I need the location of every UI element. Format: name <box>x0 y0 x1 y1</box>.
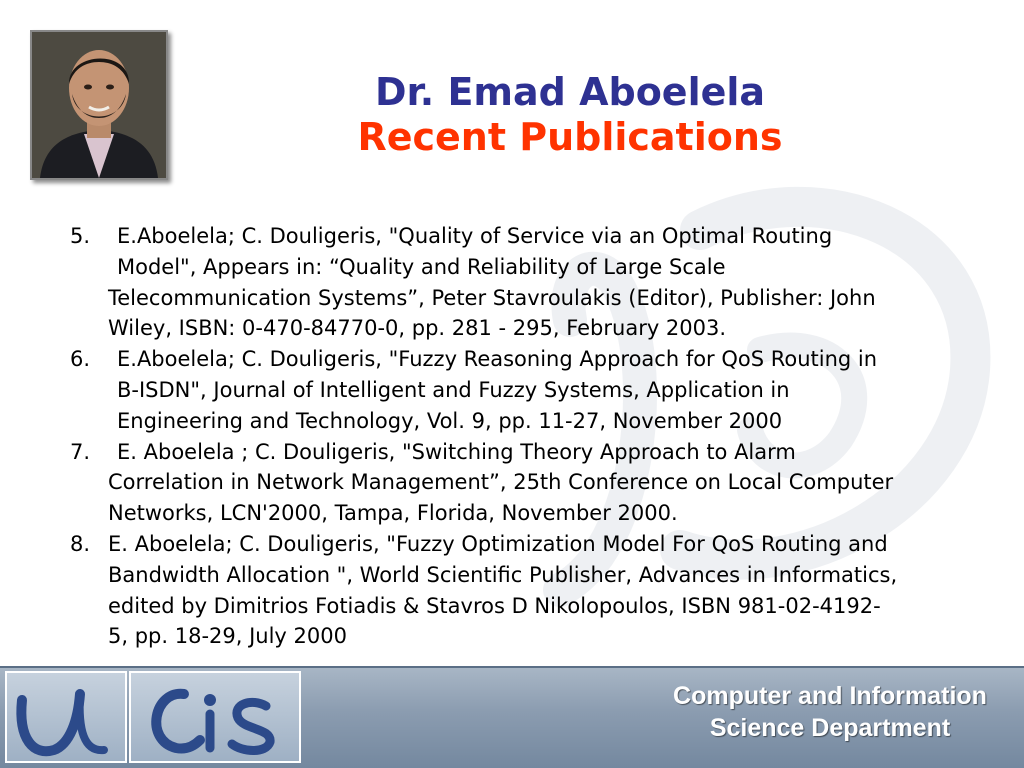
department-name <box>640 680 1020 744</box>
publication-number: 8. <box>70 531 91 556</box>
footer-bar <box>0 666 1024 768</box>
publication-line: E.Aboelela; C. Douligeris, "Quality of Service via an Optimal Routing <box>117 224 833 248</box>
publication-line: E. Aboelela; C. Douligeris, "Fuzzy Optimization Model For QoS Routing and <box>108 531 888 556</box>
publication-line: Wiley, ISBN: 0-470-84770-0, pp. 281 - 295, February 2003. <box>108 316 727 341</box>
title-block <box>250 70 890 160</box>
publication-item <box>70 344 970 436</box>
ucis-logo <box>4 670 304 766</box>
publication-item <box>70 437 970 529</box>
publication-line: Networks, LCN'2000, Tampa, Florida, November 2000. <box>108 501 678 526</box>
publication-line: E.Aboelela; C. Douligeris, "Fuzzy Reasoning Approach for QoS Routing in <box>117 347 878 372</box>
publication-line: 5, pp. 18-29, July 2000 <box>108 624 347 649</box>
publication-line: edited by Dimitrios Fotiadis & Stavros D Nikolopoulos, ISBN 981-02-4192- <box>108 593 881 618</box>
publication-number: 6. <box>70 347 91 372</box>
publication-number: 7. <box>70 439 91 464</box>
publication-number: 5. <box>70 224 91 248</box>
author-name: Dr. Emad Aboelela <box>374 70 766 114</box>
publication-line: Model", Appears in: “Quality and Reliability of Large Scale <box>117 254 726 279</box>
publication-line: Bandwidth Allocation ", World Scientific Publisher, Advances in Informatics, <box>108 562 898 587</box>
author-photo <box>30 30 168 180</box>
publication-item <box>70 529 970 652</box>
page-subtitle: Recent Publications <box>357 115 783 159</box>
department-line-2: Science Department <box>709 714 951 742</box>
publication-line: Correlation in Network Management”, 25th Conference on Local Computer <box>108 470 894 495</box>
publication-list <box>70 221 970 652</box>
department-line-1: Computer and Information <box>673 682 987 710</box>
publication-line: Telecommunication Systems”, Peter Stavroulakis (Editor), Publisher: John <box>108 285 876 310</box>
footer-divider <box>0 666 1024 668</box>
publication-item <box>70 221 970 344</box>
publication-line: E. Aboelela ; C. Douligeris, "Switching Theory Approach to Alarm <box>117 439 796 464</box>
publication-line: Engineering and Technology, Vol. 9, pp. 11-27, November 2000 <box>117 408 783 433</box>
publication-line: B-ISDN", Journal of Intelligent and Fuzzy Systems, Application in <box>117 377 790 402</box>
